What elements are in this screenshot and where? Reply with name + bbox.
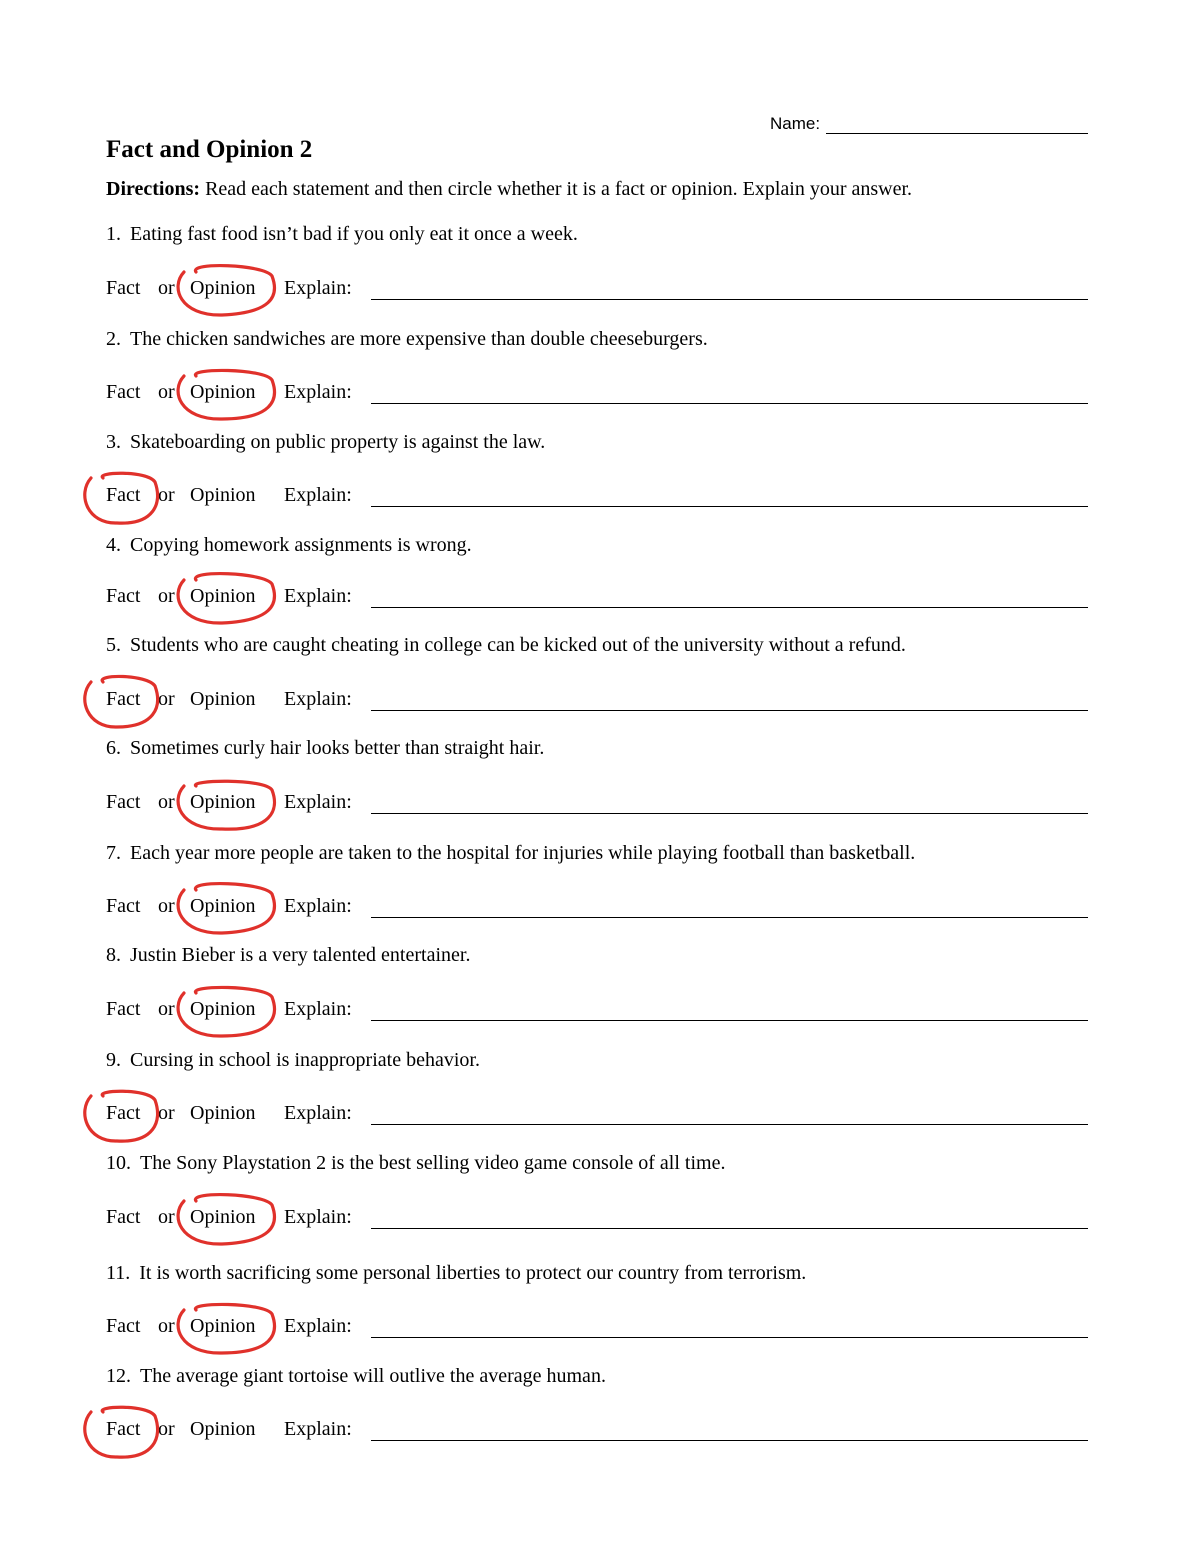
fact-option[interactable]: Fact [106, 998, 141, 1020]
fact-option[interactable]: Fact [106, 484, 141, 506]
opinion-option[interactable]: Opinion [190, 277, 256, 299]
name-blank-line[interactable] [826, 115, 1088, 134]
question-number: 3. [106, 431, 121, 453]
question-statement [106, 634, 906, 657]
or-label: or [158, 585, 175, 607]
question-statement [106, 1262, 806, 1285]
fact-option[interactable]: Fact [106, 791, 141, 813]
question-number: 8. [106, 944, 121, 966]
or-label: or [158, 791, 175, 813]
explain-label: Explain: [284, 585, 352, 607]
or-label: or [158, 484, 175, 506]
opinion-option[interactable]: Opinion [190, 1102, 256, 1124]
question-statement [106, 737, 544, 760]
opinion-option[interactable]: Opinion [190, 1206, 256, 1228]
explain-label: Explain: [284, 791, 352, 813]
or-label: or [158, 381, 175, 403]
fact-option[interactable]: Fact [106, 688, 141, 710]
question-text: The average giant tortoise will outlive the average human. [140, 1365, 606, 1387]
explain-blank-line[interactable] [371, 299, 1088, 300]
question-text: Each year more people are taken to the hospital for injuries while playing football than basketball. [130, 842, 916, 864]
question-number: 2. [106, 328, 121, 350]
opinion-option[interactable]: Opinion [190, 791, 256, 813]
question-text: Cursing in school is inappropriate behavior. [130, 1049, 480, 1071]
question-statement [106, 944, 470, 967]
or-label: or [158, 1315, 175, 1337]
question-number: 9. [106, 1049, 121, 1071]
fact-option[interactable]: Fact [106, 1418, 141, 1440]
explain-label: Explain: [284, 688, 352, 710]
question-text: Skateboarding on public property is against the law. [130, 431, 546, 453]
question-number: 6. [106, 737, 121, 759]
question-number: 7. [106, 842, 121, 864]
question-statement [106, 1049, 480, 1072]
question-text: It is worth sacrificing some personal liberties to protect our country from terrorism. [139, 1262, 807, 1284]
name-field[interactable] [770, 114, 1088, 134]
question-text: The chicken sandwiches are more expensive than double cheeseburgers. [130, 328, 708, 350]
question-text: Eating fast food isn’t bad if you only eat it once a week. [130, 223, 578, 245]
question-statement [106, 328, 708, 351]
opinion-option[interactable]: Opinion [190, 381, 256, 403]
question-number: 4. [106, 534, 121, 556]
question-text: Copying homework assignments is wrong. [130, 534, 472, 556]
explain-blank-line[interactable] [371, 607, 1088, 608]
directions-text: Read each statement and then circle whether it is a fact or opinion. Explain your answer. [205, 178, 913, 200]
or-label: or [158, 1418, 175, 1440]
explain-label: Explain: [284, 1315, 352, 1337]
question-statement [106, 1152, 725, 1175]
question-statement [106, 1365, 606, 1388]
directions [106, 178, 912, 201]
fact-option[interactable]: Fact [106, 381, 141, 403]
opinion-option[interactable]: Opinion [190, 688, 256, 710]
opinion-option[interactable]: Opinion [190, 1418, 256, 1440]
opinion-option[interactable]: Opinion [190, 998, 256, 1020]
explain-label: Explain: [284, 1206, 352, 1228]
question-text: Sometimes curly hair looks better than straight hair. [130, 737, 545, 759]
explain-label: Explain: [284, 998, 352, 1020]
directions-label: Directions: [106, 178, 201, 200]
explain-blank-line[interactable] [371, 710, 1088, 711]
explain-label: Explain: [284, 1102, 352, 1124]
question-statement [106, 842, 915, 865]
or-label: or [158, 998, 175, 1020]
explain-blank-line[interactable] [371, 1124, 1088, 1125]
question-number: 1. [106, 223, 121, 245]
or-label: or [158, 895, 175, 917]
or-label: or [158, 277, 175, 299]
question-text: Students who are caught cheating in college can be kicked out of the university without a refund. [130, 634, 906, 656]
explain-blank-line[interactable] [371, 1440, 1088, 1441]
opinion-option[interactable]: Opinion [190, 895, 256, 917]
question-number: 5. [106, 634, 121, 656]
explain-blank-line[interactable] [371, 1228, 1088, 1229]
fact-option[interactable]: Fact [106, 1102, 141, 1124]
question-text: Justin Bieber is a very talented entertainer. [130, 944, 471, 966]
fact-option[interactable]: Fact [106, 277, 141, 299]
fact-option[interactable]: Fact [106, 585, 141, 607]
explain-blank-line[interactable] [371, 403, 1088, 404]
or-label: or [158, 1206, 175, 1228]
or-label: or [158, 688, 175, 710]
question-number: 11. [106, 1262, 131, 1284]
fact-option[interactable]: Fact [106, 895, 141, 917]
question-text: The Sony Playstation 2 is the best selling video game console of all time. [140, 1152, 726, 1174]
name-label: Name: [770, 114, 821, 133]
explain-blank-line[interactable] [371, 506, 1088, 507]
question-number: 12. [106, 1365, 131, 1387]
fact-option[interactable]: Fact [106, 1206, 141, 1228]
explain-blank-line[interactable] [371, 1020, 1088, 1021]
fact-option[interactable]: Fact [106, 1315, 141, 1337]
or-label: or [158, 1102, 175, 1124]
explain-label: Explain: [284, 484, 352, 506]
explain-label: Explain: [284, 277, 352, 299]
question-statement [106, 534, 472, 557]
question-number: 10. [106, 1152, 131, 1174]
question-statement [106, 223, 578, 246]
question-statement [106, 431, 545, 454]
explain-blank-line[interactable] [371, 813, 1088, 814]
opinion-option[interactable]: Opinion [190, 585, 256, 607]
explain-label: Explain: [284, 381, 352, 403]
explain-blank-line[interactable] [371, 1337, 1088, 1338]
opinion-option[interactable]: Opinion [190, 484, 256, 506]
opinion-option[interactable]: Opinion [190, 1315, 256, 1337]
explain-label: Explain: [284, 895, 352, 917]
explain-label: Explain: [284, 1418, 352, 1440]
explain-blank-line[interactable] [371, 917, 1088, 918]
page-title: Fact and Opinion 2 [106, 136, 313, 163]
